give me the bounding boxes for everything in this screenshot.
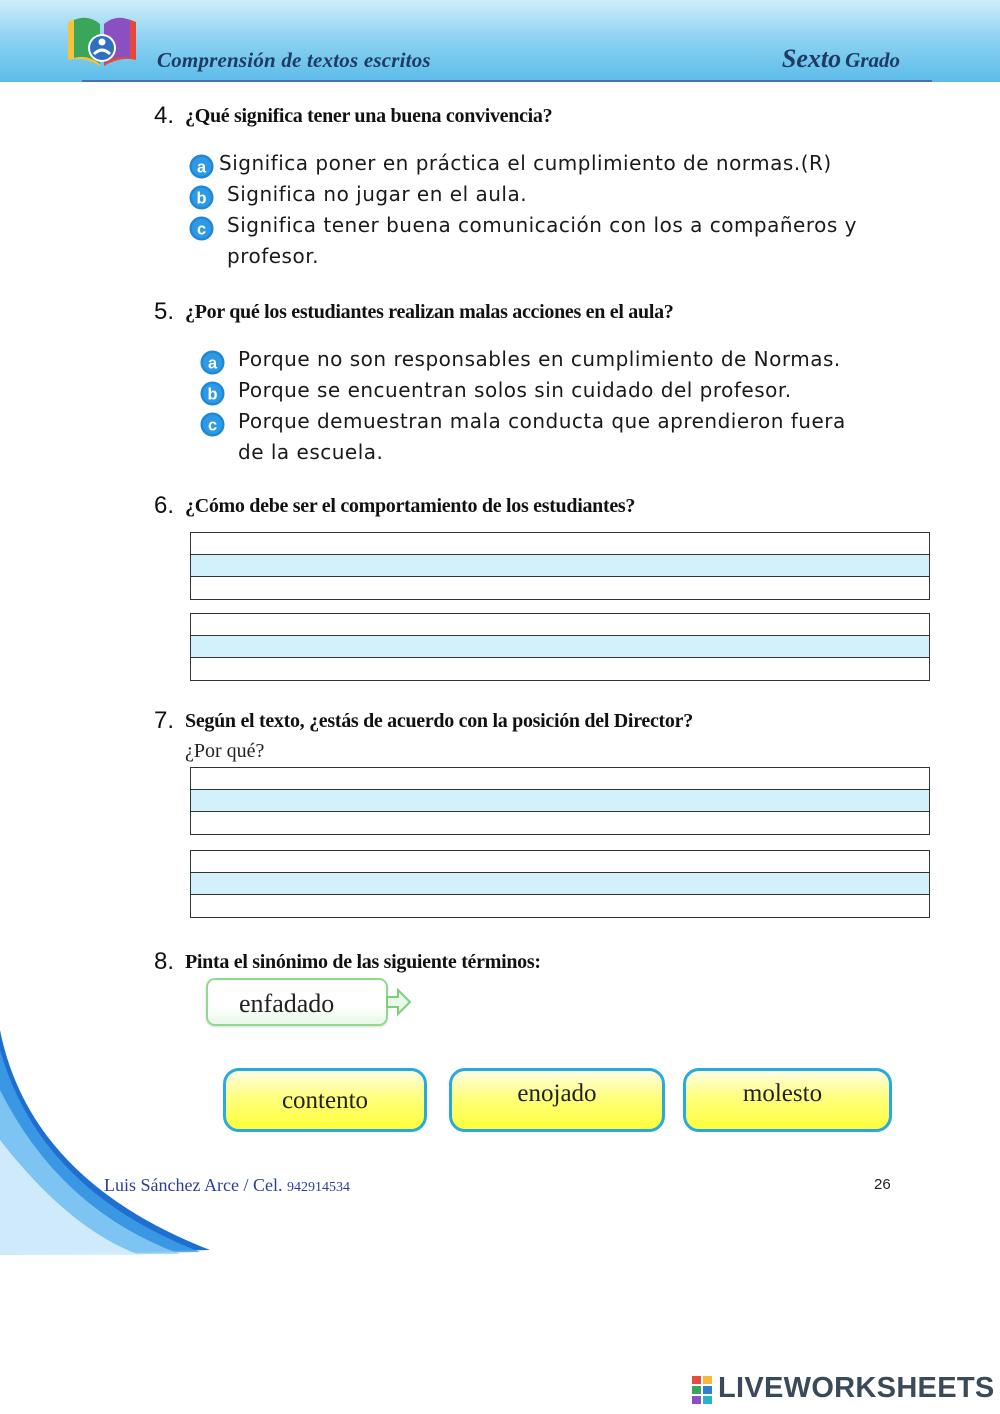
- option-b-icon[interactable]: [189, 185, 214, 210]
- liveworksheets-brand: LIVEWORKSHEETS: [718, 1372, 995, 1404]
- answer-line[interactable]: [191, 555, 929, 577]
- choice-contento[interactable]: [223, 1068, 427, 1132]
- choice-enojado[interactable]: [449, 1068, 665, 1132]
- choice-label: contento: [281, 1087, 369, 1114]
- answer-line[interactable]: [191, 851, 929, 873]
- answer-lines-block: [190, 767, 930, 835]
- header-rule: [82, 80, 932, 82]
- question-5-text: ¿Por qué los estudiantes realizan malas acciones en el aula?: [185, 301, 674, 323]
- q5-option-b-text: Porque se encuentran solos sin cuidado del profesor.: [238, 378, 792, 402]
- q4-option-a-text: Significa poner en práctica el cumplimiento de normas.(R): [219, 151, 832, 175]
- grade-number: Sexto: [781, 44, 842, 73]
- svg-text:b: b: [207, 385, 218, 404]
- question-7-number: 7.: [154, 707, 175, 734]
- author-name: Luis Sánchez Arce / Cel.: [104, 1175, 283, 1195]
- choice-molesto[interactable]: [683, 1068, 892, 1132]
- question-7-text: Según el texto, ¿estás de acuerdo con la posición del Director?: [185, 710, 693, 732]
- question-6-number: 6.: [154, 492, 175, 519]
- term-box: [206, 978, 388, 1026]
- question-8-number: 8.: [154, 948, 175, 975]
- author-phone: 942914534: [286, 1180, 350, 1195]
- question-5-number: 5.: [154, 298, 175, 325]
- answer-lines-block: [190, 532, 930, 600]
- choice-label: molesto: [742, 1080, 823, 1107]
- answer-line[interactable]: [191, 577, 929, 599]
- decorative-swoosh: [0, 1030, 210, 1255]
- question-6-text: ¿Cómo debe ser el comportamiento de los estudiantes?: [185, 495, 636, 517]
- question-8-text: Pinta el sinónimo de las siguiente términos:: [185, 951, 541, 973]
- term-word: enfadado: [239, 989, 335, 1018]
- svg-text:c: c: [207, 416, 218, 435]
- option-b-icon[interactable]: [200, 381, 225, 406]
- option-a-icon[interactable]: [200, 350, 225, 375]
- q4-option-b-text: Significa no jugar en el aula.: [227, 182, 528, 206]
- footer-author: [104, 1175, 350, 1196]
- answer-line[interactable]: [191, 636, 929, 658]
- answer-line[interactable]: [191, 812, 929, 834]
- svg-text:b: b: [196, 189, 207, 208]
- question-4-text: ¿Qué significa tener una buena convivencia?: [185, 105, 553, 127]
- svg-text:c: c: [196, 220, 207, 239]
- option-c-icon[interactable]: [189, 216, 214, 241]
- question-7-subtext: ¿Por qué?: [185, 740, 265, 762]
- answer-lines-block: [190, 613, 930, 681]
- svg-text:a: a: [207, 354, 218, 373]
- answer-line[interactable]: [191, 768, 929, 790]
- answer-line[interactable]: [191, 895, 929, 917]
- answer-lines-block: [190, 850, 930, 918]
- header-title: Comprensión de textos escritos: [157, 48, 431, 72]
- question-4-number: 4.: [154, 102, 175, 129]
- page-number: 26: [874, 1176, 891, 1193]
- choice-label: enojado: [517, 1080, 597, 1107]
- q4-option-c-text: Significa tener buena comunicación con los a compañeros y: [227, 213, 857, 237]
- q5-option-c-text: Porque demuestran mala conducta que aprendieron fuera: [238, 409, 846, 433]
- answer-line[interactable]: [191, 533, 929, 555]
- option-c-icon[interactable]: [200, 412, 225, 437]
- answer-line[interactable]: [191, 790, 929, 812]
- option-a-icon[interactable]: [189, 154, 214, 179]
- answer-line[interactable]: [191, 873, 929, 895]
- svg-text:a: a: [196, 158, 207, 177]
- answer-line[interactable]: [191, 614, 929, 636]
- book-logo-icon: [62, 12, 142, 76]
- arrow-right-icon: [386, 988, 412, 1016]
- q5-option-c-text-continued: de la escuela.: [238, 440, 384, 464]
- answer-line[interactable]: [191, 658, 929, 680]
- grade-label: Grado: [845, 48, 900, 72]
- liveworksheets-logo-icon: [690, 1374, 714, 1406]
- header-grade: [782, 44, 900, 74]
- q5-option-a-text: Porque no son responsables en cumplimiento de Normas.: [238, 347, 841, 371]
- q4-option-c-text-continued: profesor.: [227, 244, 319, 268]
